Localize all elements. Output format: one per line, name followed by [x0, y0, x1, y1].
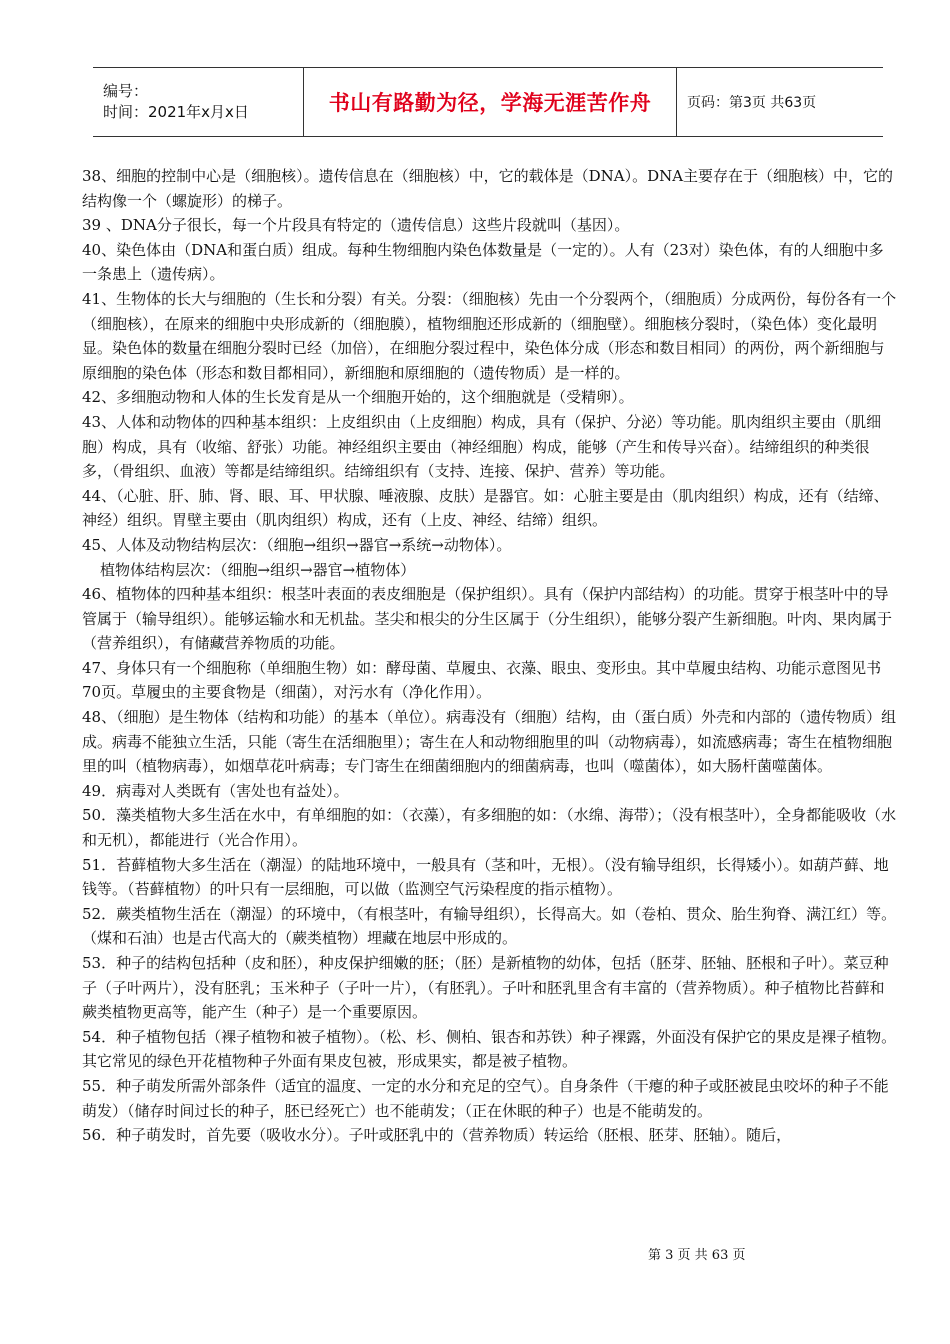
paragraph-41: 41、生物体的长大与细胞的（生长和分裂）有关。分裂：（细胞核）先由一个分裂两个，（细胞质）分成两份，每份各有一个（细胞核），在原来的细胞中央形成新的（细胞膜），植物细胞还形成新的（细胞壁）。细胞核分裂时，（染色体）变化最明显。染色体的数量在细胞分裂时已经（加倍），在细胞分裂过程中，染色体分成（形态和数目相同）的两份，两个新细胞与原细胞的染色体（形态和数目都相同），新细胞和原细胞的（遗传物质）是一样的。 — [82, 289, 897, 382]
paragraph-50: 50．藻类植物大多生活在水中，有单细胞的如：（衣藻），有多细胞的如：（水绵、海带）；（没有根茎叶），全身都能吸收（水和无机），都能进行（光合作用）。 — [82, 806, 897, 850]
header-meta — [93, 68, 303, 136]
paragraph-56: 56．种子萌发时，首先要（吸收水分）。子叶或胚乳中的（营养物质）转运给（胚根、胚芽、胚轴）。随后， — [82, 1126, 792, 1145]
paragraph-39: 39 、DNA分子很长，每一个片段具有特定的（遗传信息）这些片段就叫（基因）。 — [82, 216, 630, 235]
paragraph-47: 47、身体只有一个细胞称（单细胞生物）如：酵母菌、草履虫、衣藻、眼虫、变形虫。其中草履虫结构、功能示意图见书70页。草履虫的主要食物是（细菌），对污水有（净化作用）。 — [82, 658, 882, 702]
paragraph-40: 40、染色体由（DNA和蛋白质）组成。每种生物细胞内染色体数量是（一定的）。人有（23对）染色体，有的人细胞中多一条患上（遗传病）。 — [82, 240, 884, 284]
page-header — [93, 67, 883, 137]
header-motto: 书山有路勤为径，学海无涯苦作舟 — [328, 91, 652, 115]
header-motto-cell — [303, 68, 677, 136]
paragraph-55: 55．种子萌发所需外部条件（适宜的温度、一定的水分和充足的空气）。自身条件（干瘪的种子或胚被昆虫咬坏的种子不能萌发）（储存时间过长的种子，胚已经死亡）也不能萌发；（正在休眠的种子）也是不能萌发的。 — [82, 1076, 889, 1120]
paragraph-46: 46、植物体的四种基本组织：根茎叶表面的表皮细胞是（保护组织）。具有（保护内部结构）的功能。贯穿于根茎叶中的导管属于（输导组织）。能够运输水和无机盐。茎尖和根尖的分生区属于（分生组织），能够分裂产生新细胞。叶肉、果肉属于（营养组织），有储藏营养物质的功能。 — [82, 585, 893, 653]
document-number-label: 编号： — [103, 82, 149, 100]
page-footer: 第 3 页 共 63 页 — [648, 1248, 746, 1263]
paragraph-48: 48、（细胞）是生物体（结构和功能）的基本（单位）。病毒没有（细胞）结构，由（蛋白质）外壳和内部的（遗传物质）组成。病毒不能独立生活，只能（寄生在活细胞里）；寄生在人和动物细胞里的叫（动物病毒），如流感病毒；寄生在植物细胞里的叫（植物病毒），如烟草花叶病毒；专门寄生在细菌细胞内的细菌病毒，也叫（噬菌体），如大肠杆菌噬菌体。 — [82, 708, 897, 776]
paragraph-51: 51．苔藓植物大多生活在（潮湿）的陆地环境中，一般具有（茎和叶，无根）。（没有输导组织，长得矮小）。如葫芦藓、地钱等。（苔藓植物）的叶只有一层细胞，可以做（监测空气污染程度的指示植物）。 — [82, 855, 889, 899]
paragraph-44: 44、（心脏、肝、肺、肾、眼、耳、甲状腺、唾液腺、皮肤）是器官。如：心脏主要是由（肌肉组织）构成，还有（结缔、神经）组织。胃壁主要由（肌肉组织）构成，还有（上皮、神经、结缔）组织。 — [82, 486, 889, 530]
paragraph-53: 53．种子的结构包括种（皮和胚），种皮保护细嫩的胚；（胚）是新植物的幼体，包括（胚芽、胚轴、胚根和子叶）。菜豆种子（子叶两片），没有胚乳；玉米种子（子叶一片），（有胚乳）。子叶和胚乳里含有丰富的（营养物质）。种子植物比苔藓和蕨类植物更高等，能产生（种子）是一个重要原因。 — [82, 954, 889, 1022]
paragraph-54: 54．种子植物包括（裸子植物和被子植物）。（松、杉、侧柏、银杏和苏铁）种子裸露，外面没有保护它的果皮是裸子植物。其它常见的绿色开花植物种子外面有果皮包被，形成果实，都是被子植物。 — [82, 1027, 897, 1071]
paragraph-42: 42、多细胞动物和人体的生长发育是从一个细胞开始的，这个细胞就是（受精卵）。 — [82, 388, 634, 407]
document-body — [82, 164, 897, 1148]
header-page-info-cell — [677, 68, 816, 136]
paragraph-49: 49．病毒对人类既有（害处也有益处）。 — [82, 781, 349, 800]
paragraph-45: 45、人体及动物结构层次：（细胞→组织→器官→系统→动物体）。 — [82, 535, 512, 554]
paragraph-43: 43、人体和动物体的四种基本组织：上皮组织由（上皮细胞）构成，具有（保护、分泌）等功能。肌肉组织主要由（肌细胞）构成，具有（收缩、舒张）功能。神经组织主要由（神经细胞）构成，能够（产生和传导兴奋）。结缔组织的种类很多，（骨组织、血液）等都是结缔组织。结缔组织有（支持、连接、保护、营养）等功能。 — [82, 412, 882, 481]
paragraph-38: 38、细胞的控制中心是（细胞核）。遗传信息在（细胞核）中，它的载体是（DNA）。DNA主要存在于（细胞核）中，它的结构像一个（螺旋形）的梯子。 — [82, 167, 894, 210]
paragraph-52: 52．蕨类植物生活在（潮湿）的环境中，（有根茎叶，有输导组织），长得高大。如（卷柏、贯众、胎生狗脊、满江红）等。（煤和石油）也是古代高大的（蕨类植物）埋藏在地层中形成的。 — [82, 904, 897, 948]
header-page-info: 页码：第3页 共63页 — [687, 95, 817, 111]
paragraph-45-plant: 植物体结构层次：（细胞→组织→器官→植物体） — [100, 560, 416, 579]
document-time-label: 时间：2021年x月x日 — [103, 103, 249, 121]
